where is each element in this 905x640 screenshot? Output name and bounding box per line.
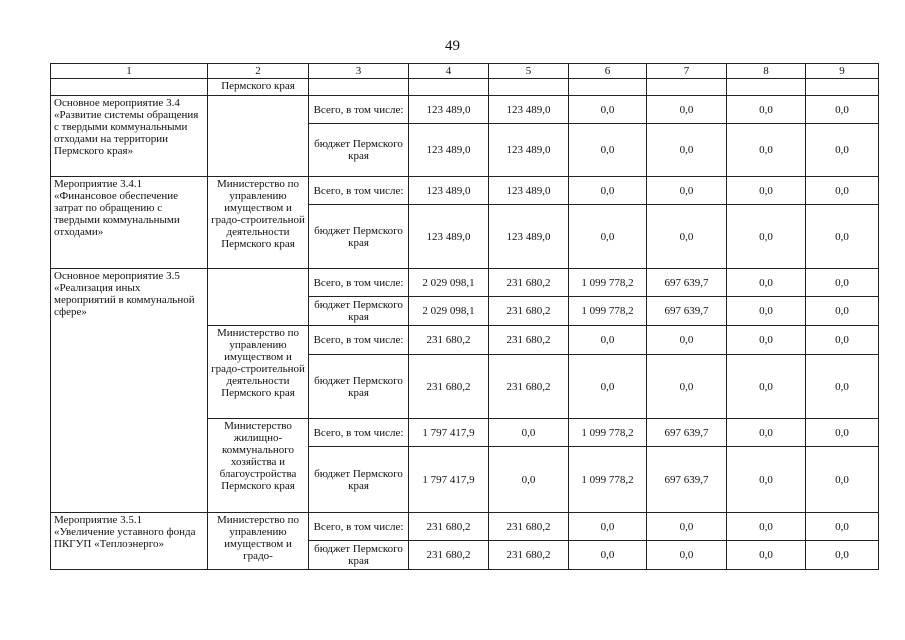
activity-cell: Мероприятие 3.5.1 «Увеличение уставного фонда ПКГУП «Теплоэнерго» xyxy=(51,513,208,570)
value-cell: 0,0 xyxy=(647,541,727,570)
value-cell: 0,0 xyxy=(727,205,806,269)
source-cell: Всего, в том числе: xyxy=(309,326,409,355)
header-cell: 2 xyxy=(208,64,309,79)
value-cell: 0,0 xyxy=(727,355,806,419)
value-cell: 0,0 xyxy=(806,541,879,570)
value-cell: 0,0 xyxy=(489,447,569,513)
source-cell: бюджет Пермского края xyxy=(309,205,409,269)
budget-table xyxy=(50,63,879,570)
value-cell: 0,0 xyxy=(806,96,879,124)
value-cell: 1 099 778,2 xyxy=(569,419,647,447)
source-cell: Всего, в том числе: xyxy=(309,513,409,541)
value-cell: 697 639,7 xyxy=(647,297,727,326)
page-number: 49 xyxy=(445,38,460,54)
table-row xyxy=(51,513,879,541)
executor-cell: Министерство по управлению имуществом и градо- xyxy=(208,513,309,570)
value-cell: 0,0 xyxy=(806,205,879,269)
value-cell: 1 797 417,9 xyxy=(409,447,489,513)
value-cell: 0,0 xyxy=(569,96,647,124)
source-cell: бюджет Пермского края xyxy=(309,297,409,326)
source-cell: Всего, в том числе: xyxy=(309,96,409,124)
value-cell: 123 489,0 xyxy=(489,124,569,177)
value-cell: 1 099 778,2 xyxy=(569,269,647,297)
executor-cell-empty xyxy=(208,269,309,326)
header-cell: 9 xyxy=(806,64,879,79)
table-row xyxy=(51,269,879,297)
value-cell: 0,0 xyxy=(727,326,806,355)
value-cell: 0,0 xyxy=(647,326,727,355)
activity-cell: Основное мероприятие 3.4 «Развитие системы обращения с твердыми коммунальными отходами на территории Пермского края» xyxy=(51,96,208,177)
value-cell: 697 639,7 xyxy=(647,269,727,297)
value-cell: 0,0 xyxy=(489,419,569,447)
value-cell: 0,0 xyxy=(569,177,647,205)
value-cell: 231 680,2 xyxy=(409,541,489,570)
source-cell: Всего, в том числе: xyxy=(309,419,409,447)
value-cell: 0,0 xyxy=(806,124,879,177)
value-cell: 697 639,7 xyxy=(647,447,727,513)
header-cell: 8 xyxy=(727,64,806,79)
value-cell: 0,0 xyxy=(647,355,727,419)
value-cell: 0,0 xyxy=(569,355,647,419)
value-cell: 0,0 xyxy=(727,269,806,297)
header-cell: 5 xyxy=(489,64,569,79)
value-cell: 231 680,2 xyxy=(489,297,569,326)
value-cell: 123 489,0 xyxy=(489,96,569,124)
executor-cell: Министерство по управлению имуществом и градо-строительной деятельности Пермского края xyxy=(208,326,309,419)
value-cell: 231 680,2 xyxy=(409,355,489,419)
value-cell: 0,0 xyxy=(806,269,879,297)
source-cell: бюджет Пермского края xyxy=(309,355,409,419)
header-cell: 3 xyxy=(309,64,409,79)
activity-cell-empty xyxy=(51,79,208,96)
header-cell: 1 xyxy=(51,64,208,79)
value-cell: 0,0 xyxy=(806,355,879,419)
value-cell: 0,0 xyxy=(806,513,879,541)
source-cell: Всего, в том числе: xyxy=(309,177,409,205)
header-cell: 7 xyxy=(647,64,727,79)
value-cell: 231 680,2 xyxy=(489,326,569,355)
table-row xyxy=(51,177,879,205)
value-cell: 0,0 xyxy=(647,205,727,269)
value-cell: 0,0 xyxy=(727,447,806,513)
value-cell: 0,0 xyxy=(806,419,879,447)
value-cell: 0,0 xyxy=(727,124,806,177)
value-cell: 1 099 778,2 xyxy=(569,447,647,513)
executor-cell: Министерство по управлению имуществом и градо-строительной деятельности Пермского края xyxy=(208,177,309,269)
value-cell: 231 680,2 xyxy=(489,513,569,541)
value-cell: 123 489,0 xyxy=(409,124,489,177)
value-cell: 0,0 xyxy=(647,124,727,177)
value-cell: 1 099 778,2 xyxy=(569,297,647,326)
source-cell: бюджет Пермского края xyxy=(309,124,409,177)
executor-cell-empty xyxy=(208,96,309,177)
continuation-row xyxy=(51,79,879,96)
value-cell: 0,0 xyxy=(727,513,806,541)
value-cell: 123 489,0 xyxy=(409,177,489,205)
value-cell: 123 489,0 xyxy=(489,205,569,269)
value-cell: 0,0 xyxy=(727,297,806,326)
header-cell: 4 xyxy=(409,64,489,79)
value-cell: 123 489,0 xyxy=(489,177,569,205)
value-cell: 2 029 098,1 xyxy=(409,297,489,326)
value-cell: 0,0 xyxy=(647,177,727,205)
table-row xyxy=(51,96,879,124)
value-cell: 0,0 xyxy=(806,177,879,205)
value-cell: 0,0 xyxy=(727,96,806,124)
value-cell: 231 680,2 xyxy=(489,269,569,297)
value-cell: 0,0 xyxy=(647,513,727,541)
value-cell: 0,0 xyxy=(727,541,806,570)
value-cell: 697 639,7 xyxy=(647,419,727,447)
value-cell: 0,0 xyxy=(727,177,806,205)
value-cell: 231 680,2 xyxy=(409,513,489,541)
value-cell: 123 489,0 xyxy=(409,205,489,269)
value-cell: 0,0 xyxy=(569,326,647,355)
header-row xyxy=(51,64,879,79)
source-cell-empty xyxy=(309,79,409,96)
source-cell: бюджет Пермского края xyxy=(309,447,409,513)
value-cell: 1 797 417,9 xyxy=(409,419,489,447)
value-cell: 2 029 098,1 xyxy=(409,269,489,297)
executor-cell: Пермского края xyxy=(208,79,309,96)
source-cell: бюджет Пермского края xyxy=(309,541,409,570)
executor-cell: Министерство жилищно-коммунального хозяйства и благоустройства Пермского края xyxy=(208,419,309,513)
source-cell: Всего, в том числе: xyxy=(309,269,409,297)
value-cell: 0,0 xyxy=(569,541,647,570)
header-cell: 6 xyxy=(569,64,647,79)
value-cell: 0,0 xyxy=(806,297,879,326)
value-cell: 0,0 xyxy=(806,326,879,355)
value-cell: 0,0 xyxy=(647,96,727,124)
value-cell: 0,0 xyxy=(569,205,647,269)
value-cell: 0,0 xyxy=(727,419,806,447)
value-cell: 123 489,0 xyxy=(409,96,489,124)
value-cell: 0,0 xyxy=(569,124,647,177)
value-cell: 0,0 xyxy=(569,513,647,541)
value-cell: 231 680,2 xyxy=(489,541,569,570)
activity-cell: Основное мероприятие 3.5 «Реализация иных мероприятий в коммунальной сфере» xyxy=(51,269,208,513)
value-cell: 231 680,2 xyxy=(489,355,569,419)
value-cell: 0,0 xyxy=(806,447,879,513)
value-cell: 231 680,2 xyxy=(409,326,489,355)
activity-cell: Мероприятие 3.4.1 «Финансовое обеспечение затрат по обращению с твердыми коммунальными отходами» xyxy=(51,177,208,269)
